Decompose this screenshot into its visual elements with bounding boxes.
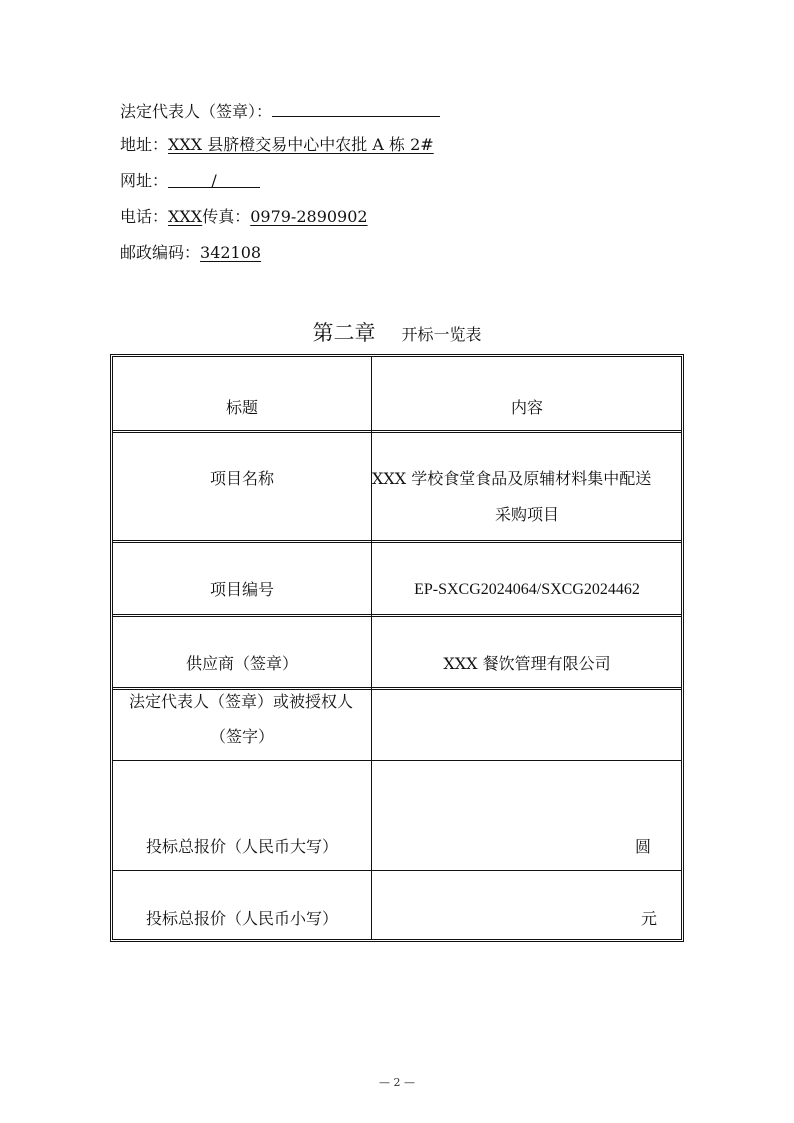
project-name-value-line1: XXX 学校食堂食品及原辅材料集中配送 [372, 469, 652, 488]
project-name-label: 项目名称 [209, 469, 274, 488]
fax-value: 0979-2890902 [250, 207, 368, 226]
row-separator [113, 540, 681, 543]
project-number-label: 项目编号 [209, 580, 274, 599]
phone-fax-line [120, 207, 376, 227]
project-number-value: EP-SXCG2024064/SXCG2024462 [414, 581, 640, 598]
legal-rep-signature-blank[interactable] [272, 100, 440, 117]
chapter-title: 开标一览表 [401, 325, 482, 344]
supplier-value: XXX 餐饮管理有限公司 [443, 654, 611, 673]
postcode-label: 邮政编码： [120, 243, 201, 262]
signatory-label-line2: （签字） [209, 727, 274, 746]
signatory-label-line1: 法定代表人（签章）或被授权人 [128, 692, 353, 711]
phone-label: 电话： [120, 207, 169, 226]
total-price-uppercase-label: 投标总报价（人民币大写） [145, 837, 338, 856]
row-separator [113, 430, 681, 433]
supplier-label: 供应商（签章） [185, 654, 298, 673]
fax-label: 传真： [202, 207, 251, 226]
row-separator [113, 760, 681, 761]
header-content: 内容 [510, 398, 543, 417]
row-separator [113, 614, 681, 617]
header-title: 标题 [225, 398, 258, 417]
legal-rep-line [120, 100, 440, 122]
bid-opening-table [110, 354, 684, 942]
address-line [120, 135, 434, 155]
page-number: — 2 — [379, 1076, 415, 1089]
website-label: 网址： [120, 171, 169, 190]
postcode-value: 342108 [200, 243, 262, 262]
chapter-number: 第二章 [312, 321, 376, 345]
website-line [120, 171, 260, 191]
address-label: 地址： [120, 135, 169, 154]
total-price-uppercase-unit: 圆 [635, 837, 652, 856]
legal-rep-label: 法定代表人（签章）： [120, 102, 273, 121]
address-value: XXX 县脐橙交易中心中农批 A 栋 2# [168, 135, 434, 154]
row-separator [113, 870, 681, 871]
total-price-numeric-unit: 元 [641, 909, 658, 928]
postcode-line [120, 243, 269, 263]
total-price-numeric-label: 投标总报价（人民币小写） [145, 909, 338, 928]
phone-value: XXX [168, 207, 203, 226]
website-value: / [168, 171, 260, 188]
project-name-value-line2: 采购项目 [494, 505, 559, 524]
chapter-heading [0, 317, 794, 347]
